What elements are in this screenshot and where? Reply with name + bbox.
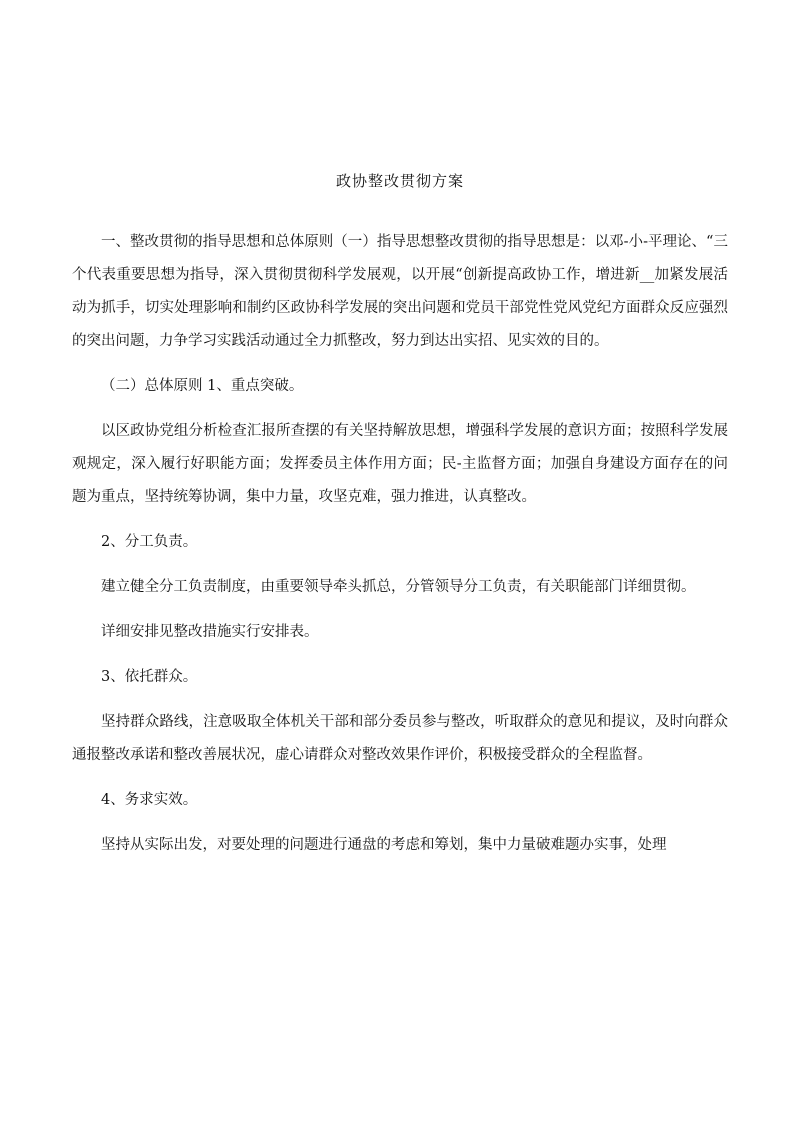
paragraph-rely-on-masses: 坚持群众路线，注意吸取全体机关干部和部分委员参与整改，听取群众的意见和提议，及时向群众通报整改承诺和整改善展状况，虚心请群众对整改效果作评价，积极接受群众的全程监督。 xyxy=(72,714,728,763)
paragraph-key-breakthrough: 以区政协党组分析检查汇报所查摆的有关坚持解放思想，增强科学发展的意识方面；按照科学发展观规定，深入履行好职能方面；发挥委员主体作用方面；民-主监督方面；加强自身建设方面存在的问题为重点，坚持统筹协调，集中力量，攻坚克难，强力推进，认真整改。 xyxy=(72,423,728,505)
paragraph-guiding-principles: 一、整改贯彻的指导思想和总体原则（一）指导思想整改贯彻的指导思想是：以邓-小-平理论、“三个代表重要思想为指导，深入贯彻贯彻科学发展观，以开展“创新提高政协工作，增进新__加紧发展活动为抓手，切实处理影响和制约区政协科学发展的突出问题和党员干部党性党风党纪方面群众反应强烈的突出问题，力争学习实践活动通过全力抓整改，努力到达出实招、见实效的目的。 xyxy=(72,234,728,349)
document-body xyxy=(72,226,728,862)
paragraph-overall-principles: （二）总体原则 1、重点突破。 xyxy=(101,378,304,394)
paragraph-heading-masses: 3、依托群众。 xyxy=(101,669,198,685)
paragraph-heading-division: 2、分工负责。 xyxy=(101,534,198,550)
paragraph-arrangement-note: 详细安排见整改措施实行安排表。 xyxy=(101,624,319,640)
paragraph-seek-results: 坚持从实际出发，对要处理的问题进行通盘的考虑和筹划，集中力量破难题办实事，处理 xyxy=(101,837,667,853)
document-title: 政协整改贯彻方案 xyxy=(335,172,464,190)
paragraph-heading-results: 4、务求实效。 xyxy=(101,792,198,808)
paragraph-division-of-labor: 建立健全分工负责制度，由重要领导牵头抓总，分管领导分工负责，有关职能部门详细贯彻。 xyxy=(101,579,696,595)
